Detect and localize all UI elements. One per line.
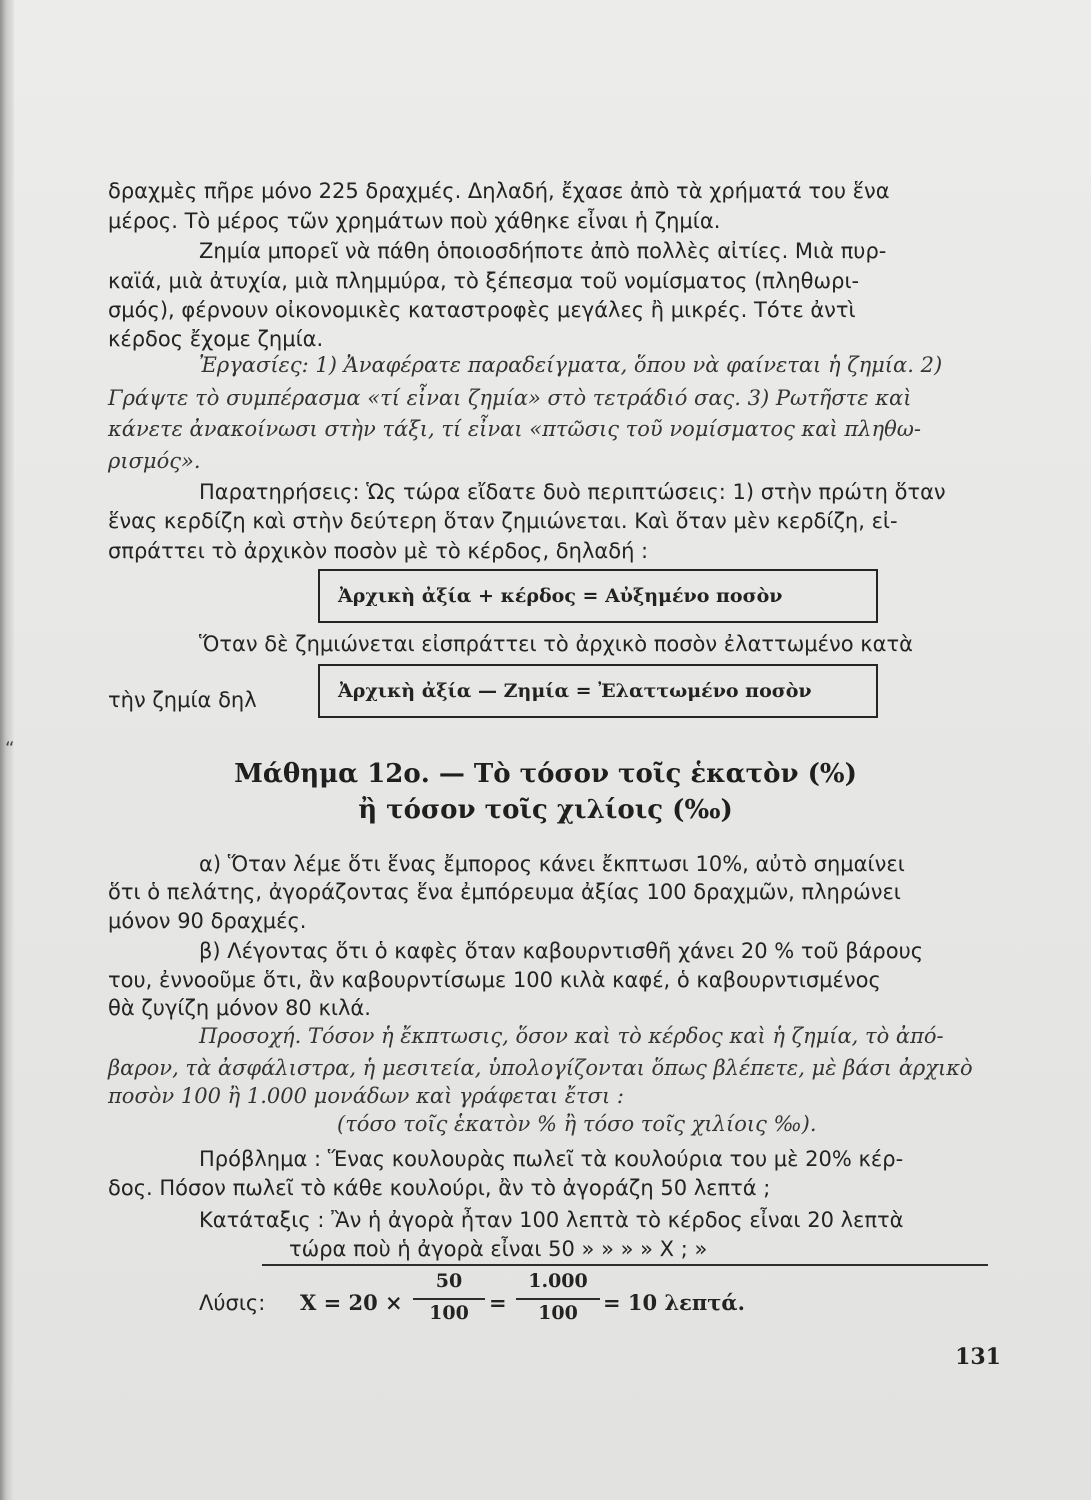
fraction-1-numerator: 50 [435, 1270, 463, 1292]
formula-gain: Ἀρχικὴ ἀξία + κέρδος = Αὐξημένο ποσὸν [338, 585, 783, 607]
fraction-2-numerator: 1.000 [528, 1270, 588, 1292]
observation-line-2: ἕνας κερδίζη καὶ στὴν δεύτερη ὅταν ζημιώνεται. Καὶ ὅταν μὲν κερδίζη, εἰ- [108, 509, 898, 533]
attention-line-2: βαρον, τὰ ἀσφάλιστρα, ἡ μεσιτεία, ὑπολογίζονται ὅπως βλέπετε, μὲ βάσι ἀρχικὸ [108, 1056, 973, 1080]
margin-mark: ʻʻ [5, 738, 13, 759]
example-a-line-2: ὅτι ὁ πελάτης, ἀγοράζοντας ἕνα ἐμπόρευμα ἀξίας 100 δραχμῶν, πληρώνει [108, 880, 901, 904]
solution-x: Χ = 20 × [300, 1290, 403, 1315]
solution-result: = 10 λεπτά. [603, 1290, 745, 1315]
example-b-line-3: θὰ ζυγίζη μόνον 80 κιλά. [108, 996, 371, 1020]
formula-box-loss [318, 664, 878, 718]
exercises-line-2: Γράψτε τὸ συμπέρασμα «τί εἶναι ζημία» στὸ τετράδιό σας. 3) Ρωτῆστε καὶ [108, 386, 912, 410]
loss-intro-line-1: Ὅταν δὲ ζημιώνεται εἰσπράττει τὸ ἀρχικὸ ποσὸν ἐλαττωμένο κατὰ [199, 632, 913, 656]
arrangement-line-1: Κατάταξις : Ἂν ἡ ἀγορὰ ἦταν 100 λεπτὰ τὸ κέρδος εἶναι 20 λεπτὰ [199, 1208, 904, 1232]
exercises-line-4: ρισμός». [108, 449, 201, 473]
paragraph-line-2: μέρος. Τὸ μέρος τῶν χρημάτων ποὺ χάθηκε εἶναι ἡ ζημία. [108, 209, 721, 233]
fraction-2-bar [516, 1298, 600, 1300]
lesson-title-line-2: ἢ τόσον τοῖς χιλίοις (‰) [358, 795, 733, 825]
fraction-1-denominator: 100 [429, 1302, 469, 1324]
problem-line-1: Πρόβλημα : Ἕνας κουλουρὰς πωλεῖ τὰ κουλούρια του μὲ 20% κέρ- [199, 1147, 904, 1171]
paragraph-line-3: Ζημία μπορεῖ νὰ πάθη ὁποιοσδήποτε ἀπὸ πολλὲς αἰτίες. Μιὰ πυρ- [199, 239, 887, 263]
arrangement-rule [262, 1264, 988, 1266]
fraction-2-denominator: 100 [538, 1302, 578, 1324]
exercises-line-3: κάνετε ἀνακοίνωσι στὴν τάξι, τί εἶναι «πτῶσις τοῦ νομίσματος καὶ πληθω- [108, 417, 921, 441]
paragraph-line-5: σμός), φέρνουν οἰκονομικὲς καταστροφὲς μεγάλες ἢ μικρές. Τότε ἀντὶ [108, 298, 856, 322]
attention-line-4: (τόσο τοῖς ἑκατὸν % ἢ τόσο τοῖς χιλίοις ‰). [337, 1112, 817, 1136]
fraction-1-bar [413, 1298, 485, 1300]
example-a-line-1: α) Ὅταν λέμε ὅτι ἕνας ἔμπορος κάνει ἔκπτωσι 10%, αὐτὸ σημαίνει [199, 852, 905, 876]
formula-loss: Ἀρχικὴ ἀξία — Ζημία = Ἐλαττωμένο ποσὸν [338, 680, 812, 702]
lesson-title-line-1: Μάθημα 12ο. — Τὸ τόσον τοῖς ἑκατὸν (%) [234, 759, 857, 789]
paragraph-line-4: καϊά, μιὰ ἀτυχία, μιὰ πλημμύρα, τὸ ξέπεσμα τοῦ νομίσματος (πληθωρι- [108, 269, 860, 293]
formula-box-gain [318, 569, 878, 623]
attention-line-3: ποσὸν 100 ἢ 1.000 μονάδων καὶ γράφεται ἔτσι : [108, 1084, 624, 1108]
observation-line-1: Παρατηρήσεις: Ὡς τώρα εἴδατε δυὸ περιπτώσεις: 1) στὴν πρώτη ὅταν [199, 480, 946, 504]
observation-line-3: σπράττει τὸ ἀρχικὸν ποσὸν μὲ τὸ κέρδος, δηλαδή : [108, 539, 649, 563]
solution-label: Λύσις: [199, 1291, 266, 1315]
page-number: 131 [955, 1344, 1001, 1370]
arrangement-line-2: τώρα ποὺ ἡ ἀγορὰ εἶναι 50 » » » » Χ ; » [289, 1237, 708, 1261]
equals-sign-1: = [489, 1290, 507, 1315]
example-b-line-1: β) Λέγοντας ὅτι ὁ καφὲς ὅταν καβουρντισθῆ χάνει 20 % τοῦ βάρους [199, 939, 924, 963]
exercises-line-1: Ἐργασίες: 1) Ἀναφέρατε παραδείγματα, ὅπου νὰ φαίνεται ἡ ζημία. 2) [199, 353, 943, 377]
example-b-line-2: του, ἐννοοῦμε ὅτι, ἂν καβουρντίσωμε 100 κιλὰ καφέ, ὁ καβουρντισμένος [108, 968, 881, 992]
loss-intro-line-2: τὴν ζημία δηλ [108, 688, 257, 712]
problem-line-2: δος. Πόσον πωλεῖ τὸ κάθε κουλούρι, ἂν τὸ ἀγοράζη 50 λεπτά ; [108, 1176, 771, 1200]
example-a-line-3: μόνον 90 δραχμές. [108, 909, 307, 933]
paragraph-line-6: κέρδος ἔχομε ζημία. [108, 327, 324, 351]
attention-line-1: Προσοχή. Τόσον ἡ ἔκπτωσις, ὅσον καὶ τὸ κέρδος καὶ ἡ ζημία, τὸ ἀπό- [199, 1024, 944, 1048]
paragraph-line-1: δραχμὲς πῆρε μόνο 225 δραχμές. Δηλαδή, ἔχασε ἀπὸ τὰ χρήματά του ἕνα [108, 179, 890, 203]
